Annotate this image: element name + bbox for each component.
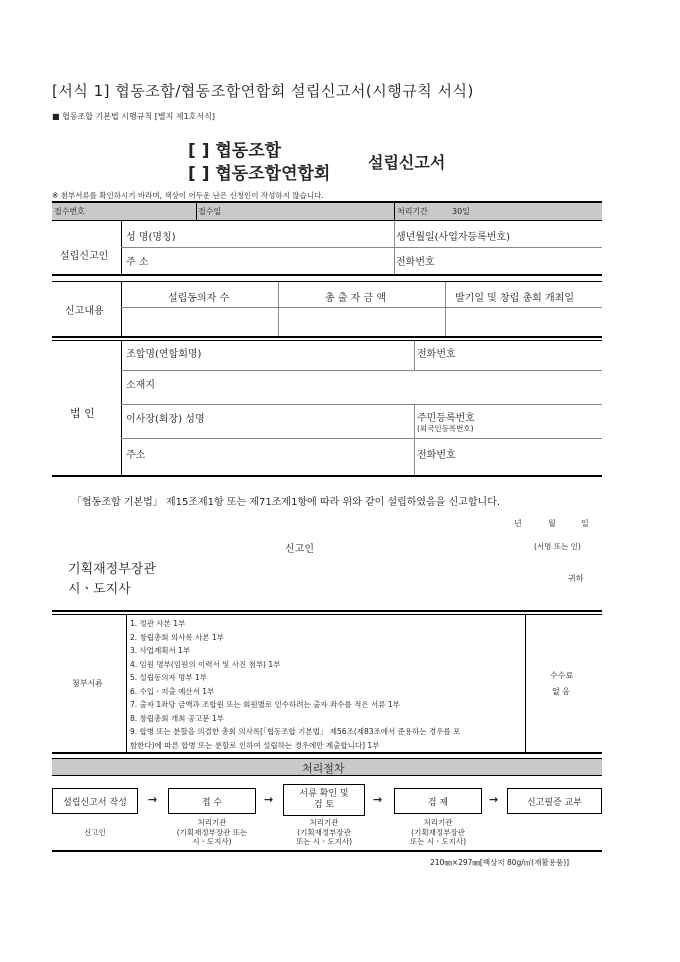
declaration-statement: 「협동조합 기본법」 제15조제1항 또는 제71조제1항에 따라 위와 같이 설립하였음을 신고합니다. — [72, 497, 501, 508]
step-approval — [394, 788, 482, 814]
consenter-count-header: 설립동의자 수 — [168, 293, 230, 304]
divider — [394, 202, 395, 220]
union-name-field[interactable]: 조합명(연합회명) — [126, 349, 202, 360]
step-sub-applicant: 신고인 — [84, 828, 106, 837]
rule — [52, 340, 602, 341]
arrow-right-icon: → — [373, 793, 383, 806]
rule — [121, 247, 602, 248]
date-year[interactable]: 년 — [514, 519, 522, 528]
attachment-item: 7. 출자 1좌당 금액과 조합원 또는 회원별로 인수하려는 출자 좌수를 적은 서류 1부 — [130, 700, 400, 709]
applicant-phone-field[interactable]: 전화번호 — [396, 257, 435, 268]
arrow-right-icon: → — [148, 793, 158, 806]
attachment-item: 1. 정관 사본 1부 — [130, 619, 186, 628]
form-name: 설립신고서 — [368, 153, 446, 172]
report-label: 신고내용 — [65, 306, 104, 317]
foreign-no-label: (외국인등록번호) — [417, 424, 474, 433]
rule — [121, 370, 602, 371]
sub-line: (기획재정부장관 — [411, 827, 465, 837]
receipt-no-label: 접수번호 — [54, 207, 85, 216]
step-label: 설립신고서 작성 — [63, 797, 127, 808]
attachment-item: 함한다)에 따른 합병 또는 분할로 인하여 설립하는 경우에만 제출합니다] 1부 — [130, 740, 380, 750]
founding-date-header: 발기일 및 창립 총회 개최일 — [455, 293, 574, 304]
divider — [196, 202, 197, 220]
date-day[interactable]: 일 — [581, 519, 589, 528]
fee-value: 없 음 — [552, 687, 570, 696]
rule-thick — [52, 274, 602, 276]
attachment-item: 3. 사업계획서 1부 — [130, 646, 191, 655]
receipt-date-label: 접수일 — [198, 207, 222, 216]
sub-line: 또는 시ㆍ도지사) — [295, 837, 353, 846]
step-sub-review — [272, 818, 376, 847]
director-address-field[interactable]: 주소 — [126, 450, 146, 461]
step-sub-receipt — [160, 818, 264, 847]
rule-thick — [52, 475, 602, 477]
fee-label: 수수료 — [550, 671, 574, 680]
step-receipt — [168, 788, 256, 814]
corp-phone-field[interactable]: 전화번호 — [417, 349, 456, 360]
attachment-item: 4. 임원 명부(임원의 이력서 및 사진 첨부) 1부 — [130, 659, 281, 669]
rule-thick — [52, 336, 602, 338]
rule — [121, 404, 602, 405]
location-field[interactable]: 소재지 — [126, 380, 155, 391]
divider — [121, 341, 122, 475]
divider — [394, 221, 395, 274]
rule-thick — [52, 850, 602, 852]
recipient-governor: 시ㆍ도지사 — [68, 582, 131, 597]
consenter-count-input[interactable] — [122, 308, 277, 335]
step-review — [283, 784, 365, 816]
sub-line: 또는 시ㆍ도지사) — [409, 837, 467, 846]
step-label: 검 제 — [427, 797, 449, 808]
procedure-title: 처리절차 — [302, 762, 345, 775]
director-name-field[interactable]: 이사장(회장) 성명 — [126, 414, 205, 425]
step-sub-approval — [386, 818, 490, 847]
rule-thick — [52, 752, 602, 754]
step-label: 서류 확인 및 — [299, 789, 349, 799]
sub-line: (기획재정부장관 또는 — [176, 827, 248, 837]
rule-top — [52, 201, 602, 203]
sub-line: 처리기관 — [197, 818, 227, 827]
divider — [525, 615, 526, 752]
rule — [52, 614, 602, 615]
attachment-item: 8. 창립총회 개최 공고문 1부 — [130, 713, 224, 723]
reporter-label: 신고인 — [285, 544, 314, 555]
recipient-minister: 기획재정부장관 — [68, 562, 156, 577]
option-federation: [ ] 협동조합연합회 — [188, 164, 331, 184]
sub-line: 처리기관 — [423, 818, 453, 827]
arrow-right-icon: → — [489, 793, 499, 806]
attachments-label: 첨부서류 — [72, 679, 103, 688]
attachments-list — [130, 618, 523, 753]
step-write-form — [52, 788, 138, 814]
total-investment-input[interactable] — [279, 308, 444, 335]
divider — [414, 341, 415, 370]
total-investment-header: 총 출 자 금 액 — [325, 293, 387, 304]
step-label: 검 토 — [313, 800, 335, 810]
step-issue-certificate — [507, 788, 602, 814]
form-reference: ■ 협동조합 기본법 시행규칙 [별지 제1호서식] — [52, 112, 215, 121]
step-label: 신고필증 교부 — [526, 797, 583, 808]
divider — [126, 615, 127, 752]
instruction-note: ※ 첨부서류를 확인하시기 바라며, 색상이 어두운 난은 신청인이 작성하지 않습니다. — [52, 191, 324, 200]
rule — [52, 220, 602, 221]
option-cooperative: [ ] 협동조합 — [188, 141, 282, 161]
period-label: 처리기간 — [397, 207, 428, 216]
founding-date-input[interactable] — [446, 308, 601, 335]
attachment-item: 2. 창립총회 의사록 사본 1부 — [130, 632, 224, 642]
divider — [414, 405, 415, 475]
date-month[interactable]: 월 — [548, 519, 556, 528]
arrow-right-icon: → — [264, 793, 274, 806]
document-title: [서식 1] 협동조합/협동조합연합회 설립신고서(시행규칙 서식) — [52, 82, 474, 100]
applicant-label: 설립신고인 — [60, 251, 109, 262]
period-value: 30일 — [452, 207, 470, 216]
sub-line: (기획재정부장관 — [297, 827, 351, 837]
rule — [121, 438, 602, 439]
paper-spec: 210㎜×297㎜[백상지 80g/㎡(재활용품)] — [430, 858, 570, 867]
rule-thick — [52, 610, 602, 612]
honorific: 귀하 — [568, 574, 584, 583]
director-phone-field[interactable]: 전화번호 — [417, 450, 456, 461]
attachment-item: 5. 설립동의자 명부 1부 — [130, 673, 208, 682]
rule — [52, 281, 602, 282]
attachment-item: 6. 수입ㆍ지출 예산서 1부 — [130, 686, 215, 696]
signature-field[interactable]: (서명 또는 인) — [534, 542, 581, 551]
step-label: 접 수 — [201, 797, 223, 808]
receipt-row — [52, 202, 602, 220]
corp-label: 법 인 — [70, 407, 95, 420]
applicant-address-field[interactable]: 주 소 — [126, 257, 149, 268]
sub-line: 처리기관 — [309, 818, 339, 827]
resident-no-field[interactable]: 주민등록번호 — [417, 413, 475, 424]
applicant-birth-field[interactable]: 생년월일(사업자등록번호) — [396, 232, 511, 243]
attachment-item: 9. 합병 또는 분할을 의결한 총회 의사록[「협동조합 기본법」 제56조(제83조에서 준용하는 경우를 포 — [130, 727, 461, 736]
sub-line: 시ㆍ도지사) — [192, 837, 232, 846]
applicant-name-field[interactable]: 성 명(명칭) — [126, 232, 176, 243]
